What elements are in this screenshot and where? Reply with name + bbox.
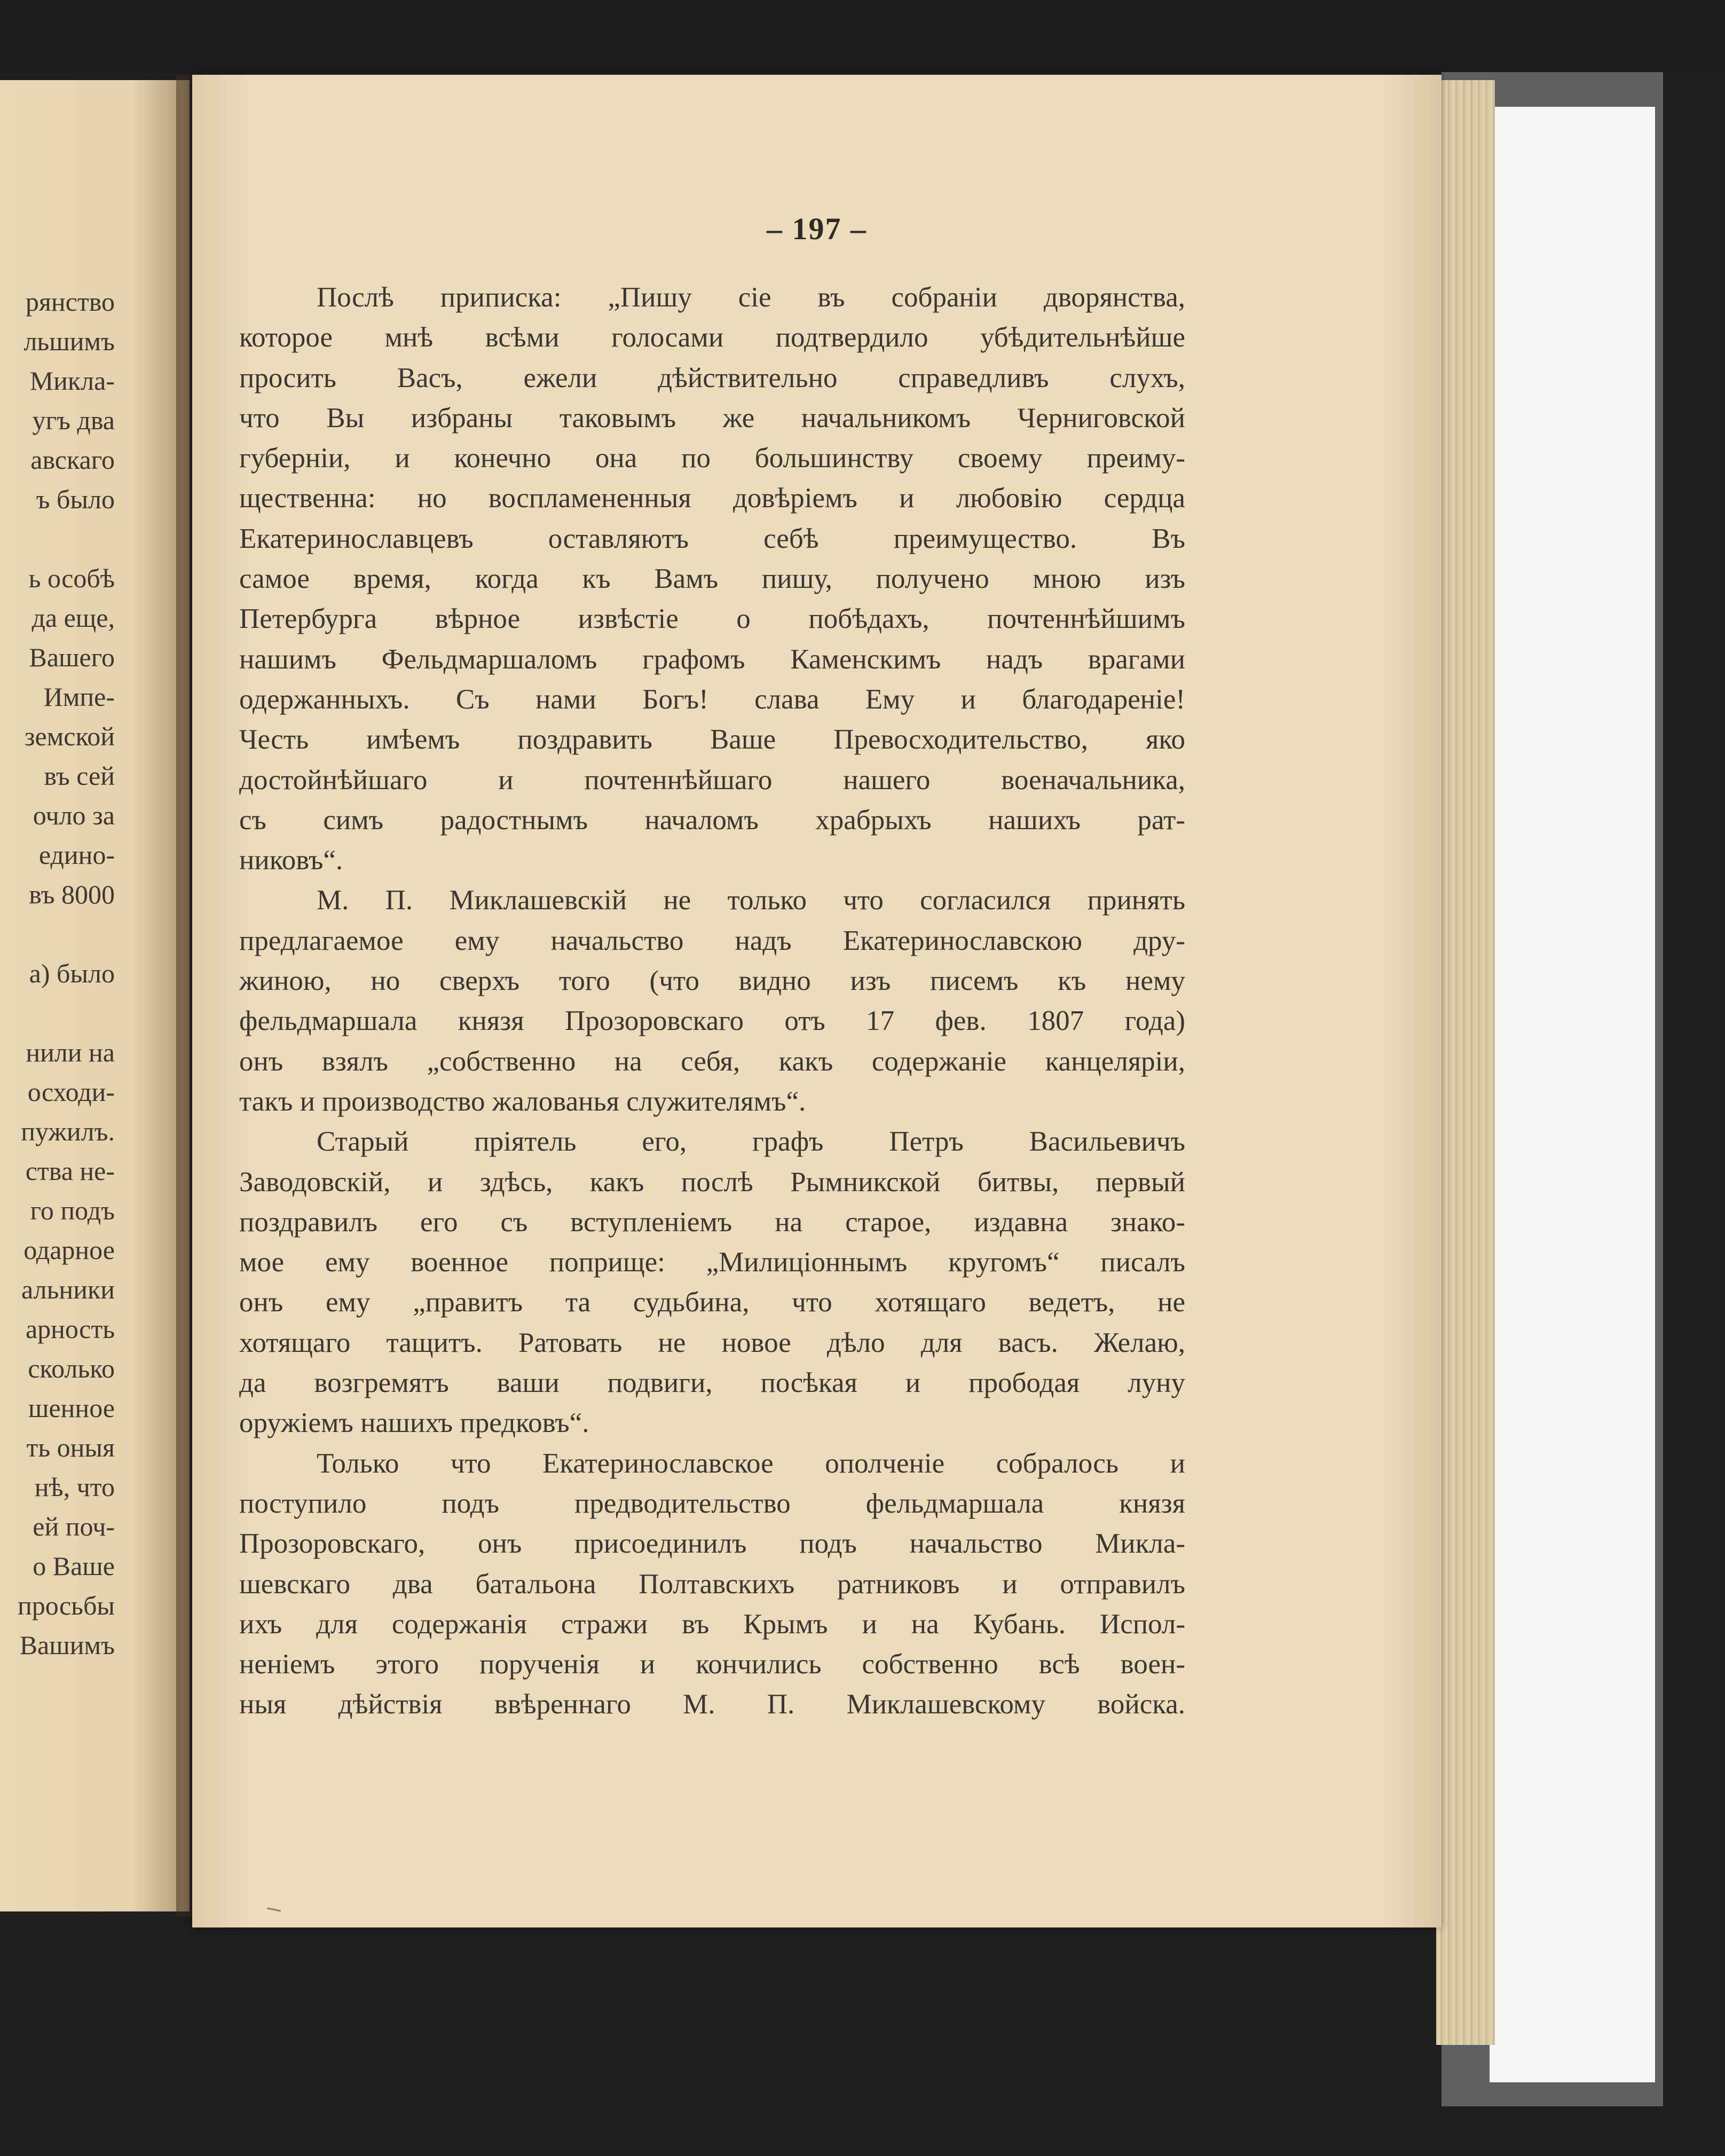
left-text-line: нѣ, что xyxy=(34,1472,115,1502)
text-line: одержанныхъ. Съ нами Богъ! слава Ему и благодареніе! xyxy=(239,683,1185,715)
left-text-line: въ сей xyxy=(44,761,115,791)
left-text-line: пужилъ. xyxy=(21,1116,115,1146)
left-text-line: угъ два xyxy=(32,405,115,435)
left-text-line: нили на xyxy=(26,1037,115,1067)
left-text-line: осходи- xyxy=(27,1077,115,1107)
text-line: ныя дѣйствія ввѣреннаго М. П. Миклашевскому войска. xyxy=(239,1689,1185,1720)
book-page xyxy=(192,75,1442,1927)
text-line: Только что Екатеринославское ополченіе собралось и xyxy=(317,1447,1185,1479)
left-text-line: льшимъ xyxy=(23,326,115,356)
left-text-line: шенное xyxy=(28,1393,115,1423)
text-line: просить Васъ, ежели дѣйствительно справедливъ слухъ, xyxy=(239,362,1185,394)
left-page-text xyxy=(0,282,115,1665)
left-text-line: земской xyxy=(24,721,115,751)
left-text-line: ь особѣ xyxy=(28,563,115,593)
left-text-line: альники xyxy=(21,1274,115,1304)
text-line: нашимъ Фельдмаршаломъ графомъ Каменскимъ надъ врагами xyxy=(239,643,1185,675)
text-line: неніемъ этого порученія и кончились собственно всѣ воен- xyxy=(239,1649,1185,1680)
text-line: съ симъ радостнымъ началомъ храбрыхъ нашихъ рат- xyxy=(239,804,1185,836)
text-line: самое время, когда къ Вамъ пишу, получено мною изъ xyxy=(239,563,1185,595)
text-line: такъ и производство жалованья служителямъ“. xyxy=(239,1085,806,1117)
text-line: Прозоровскаго, онъ присоединилъ подъ начальство Микла- xyxy=(239,1528,1185,1560)
text-line: онъ взялъ „собственно на себя, какъ содержаніе канцеляріи, xyxy=(239,1045,1185,1077)
left-text-line: Импе- xyxy=(43,682,115,712)
text-line: которое мнѣ всѣми голосами подтвердило убѣдительнѣйше xyxy=(239,322,1185,353)
text-line: достойнѣйшаго и почтеннѣйшаго нашего военачальника, xyxy=(239,764,1185,796)
left-text-line: едино- xyxy=(38,840,115,870)
page-number: – 197 – xyxy=(767,211,867,246)
text-line: Заводовскій, и здѣсь, какъ послѣ Рымникской битвы, первый xyxy=(239,1166,1185,1198)
text-line: ихъ для содержанія стражи въ Крымъ и на Кубань. Испол- xyxy=(239,1608,1185,1640)
text-line: хотящаго тащитъ. Ратовать не новое дѣло для васъ. Желаю, xyxy=(239,1327,1185,1358)
text-line: губерніи, и конечно она по большинству своему преиму- xyxy=(239,443,1185,474)
left-text-line: ства не- xyxy=(25,1156,115,1186)
left-text-line: ъ было xyxy=(36,484,115,514)
left-text-line: въ 8000 xyxy=(29,879,115,909)
text-line: М. П. Миклашевскій не только что согласился принять xyxy=(317,885,1185,916)
left-text-line: рянство xyxy=(25,287,115,317)
text-line: Честь имѣемъ поздравить Ваше Превосходительство, яко xyxy=(239,724,1185,756)
left-text-line xyxy=(0,914,115,954)
left-text-line: Вашимъ xyxy=(19,1630,115,1660)
text-line: да возгремятъ ваши подвиги, посѣкая и прободая луну xyxy=(239,1367,1185,1399)
left-text-line: ть оныя xyxy=(26,1433,115,1462)
page-edges xyxy=(1436,80,1495,2045)
text-line: щественна: но воспламененныя довѣріемъ и любовію сердца xyxy=(239,483,1185,514)
text-line: шевскаго два батальона Полтавскихъ ратниковъ и отправилъ xyxy=(239,1568,1185,1600)
left-text-line: Микла- xyxy=(29,366,115,396)
left-text-line: Вашего xyxy=(29,642,115,672)
text-line: Старый пріятель его, графъ Петръ Васильевичъ xyxy=(317,1126,1185,1158)
text-line: поступило подъ предводительство фельдмаршала князя xyxy=(239,1488,1185,1519)
left-text-line: очло за xyxy=(33,800,115,830)
left-text-line: сколько xyxy=(28,1354,115,1383)
left-text-line: да еще, xyxy=(31,603,115,633)
text-line: Екатеринославцевъ оставляютъ себѣ преимущество. Въ xyxy=(239,523,1185,554)
left-text-line: просьбы xyxy=(17,1591,115,1620)
scan-background xyxy=(0,0,1725,72)
left-text-line: а) было xyxy=(29,958,115,988)
white-backing-sheet xyxy=(1490,107,1655,2082)
left-text-line: го подъ xyxy=(30,1195,115,1225)
page-text-block xyxy=(239,278,1185,1725)
text-line: Петербурга вѣрное извѣстіе о побѣдахъ, почтеннѣйшимъ xyxy=(239,603,1185,635)
text-line: фельдмаршала князя Прозоровскаго отъ 17 фев. 1807 года) xyxy=(239,1005,1185,1037)
text-line: предлагаемое ему начальство надъ Екатеринославскою дру- xyxy=(239,925,1185,956)
left-text-line xyxy=(0,993,115,1033)
text-line: мое ему военное поприще: „Милиціоннымъ кругомъ“ писалъ xyxy=(239,1247,1185,1278)
text-line: поздравилъ его съ вступленіемъ на старое, издавна знако- xyxy=(239,1206,1185,1238)
text-line: оружіемъ нашихъ предковъ“. xyxy=(239,1407,589,1439)
left-text-line xyxy=(0,519,115,558)
text-line: что Вы избраны таковымъ же начальникомъ Черниговской xyxy=(239,402,1185,434)
left-text-line: ей поч- xyxy=(33,1512,115,1541)
left-text-line: авскаго xyxy=(30,445,115,475)
left-text-line: арность xyxy=(25,1314,115,1344)
left-text-line: о Ваше xyxy=(33,1551,115,1581)
left-page-fragment xyxy=(0,80,190,1911)
text-line: жиною, но сверхъ того (что видно изъ писемъ къ нему xyxy=(239,965,1185,997)
left-text-line: одарное xyxy=(23,1235,115,1265)
text-line: Послѣ приписка: „Пишу сіе въ собраніи дворянства, xyxy=(317,282,1185,313)
text-line: никовъ“. xyxy=(239,845,343,876)
text-line: онъ ему „правитъ та судьбина, что хотящаго ведетъ, не xyxy=(239,1287,1185,1318)
